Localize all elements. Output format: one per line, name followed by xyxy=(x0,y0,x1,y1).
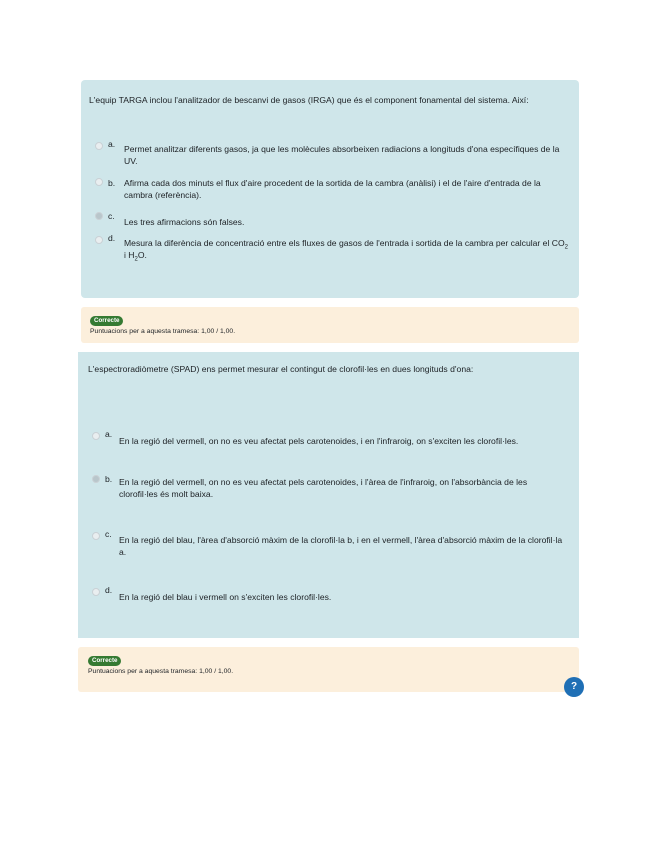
question-2-card xyxy=(78,352,579,638)
option-letter: a. xyxy=(108,139,116,149)
question-2-text: L'espectroradiòmetre (SPAD) ens permet mesurar el contingut de clorofil·les en dues longituds d'ona: xyxy=(88,364,474,374)
option-text: Mesura la diferència de concentració entre els fluxes de gasos de l'entrada i sortida de la cambra per calcular el $CO_2$ i $H_2O$. xyxy=(124,238,568,263)
option-text: En la regió del blau, l'àrea d'absorció màxim de la clorofil·la b, i en el vermell, l'àrea d'absorció màxim de la clorofil·la a. xyxy=(119,535,563,557)
option-letter: a. xyxy=(105,429,113,439)
radio-button[interactable] xyxy=(95,178,103,186)
option-letter: d. xyxy=(105,585,113,595)
option-text: En la regió del blau i vermell on s'exciten les clorofil·les. xyxy=(119,592,332,602)
score-text: Puntuacions per a aquesta tramesa: 1,00 / 1,00. xyxy=(90,328,236,335)
radio-button[interactable] xyxy=(95,236,103,244)
option-letter: b. xyxy=(105,474,113,484)
question-1-card xyxy=(81,80,579,298)
option-text: Les tres afirmacions són falses. xyxy=(124,217,245,227)
radio-button[interactable] xyxy=(92,432,100,440)
option-text: Permet analitzar diferents gasos, ja que les molècules absorbeixen radiacions a longituds d'ona específiques de la UV. xyxy=(124,144,560,166)
option-letter: d. xyxy=(108,233,116,243)
feedback-2 xyxy=(78,647,579,692)
radio-button[interactable] xyxy=(92,588,100,596)
question-1-text: L'equip TARGA inclou l'analitzador de bescanvi de gasos (IRGA) que és el component fonamental del sistema. Així: xyxy=(89,95,529,105)
option-letter: b. xyxy=(108,178,116,188)
option-text: En la regió del vermell, on no es veu afectat pels carotenoides, i l'àrea de l'infraroig, on l'absorbància de les clorofil·les és molt baixa. xyxy=(119,477,528,499)
status-badge: Correcte xyxy=(90,316,123,326)
option-text: En la regió del vermell, on no es veu afectat pels carotenoides, i en l'infraroig, on s'exciten les clorofil·les. xyxy=(119,436,519,446)
score-text: Puntuacions per a aquesta tramesa: 1,00 / 1,00. xyxy=(88,668,234,675)
radio-button-selected[interactable] xyxy=(92,475,100,483)
help-button[interactable] xyxy=(564,677,584,697)
radio-button[interactable] xyxy=(92,532,100,540)
radio-button-selected[interactable] xyxy=(95,212,103,220)
option-letter: c. xyxy=(105,529,112,539)
question-mark-icon: ? xyxy=(570,681,578,692)
option-text: Afirma cada dos minuts el flux d'aire procedent de la sortida de la cambra (anàlisi) i el de l'aire d'entrada de la cambra (referència). xyxy=(124,178,541,200)
option-letter: c. xyxy=(108,211,115,221)
radio-button[interactable] xyxy=(95,142,103,150)
status-badge: Correcte xyxy=(88,656,121,666)
feedback-1 xyxy=(81,307,579,343)
